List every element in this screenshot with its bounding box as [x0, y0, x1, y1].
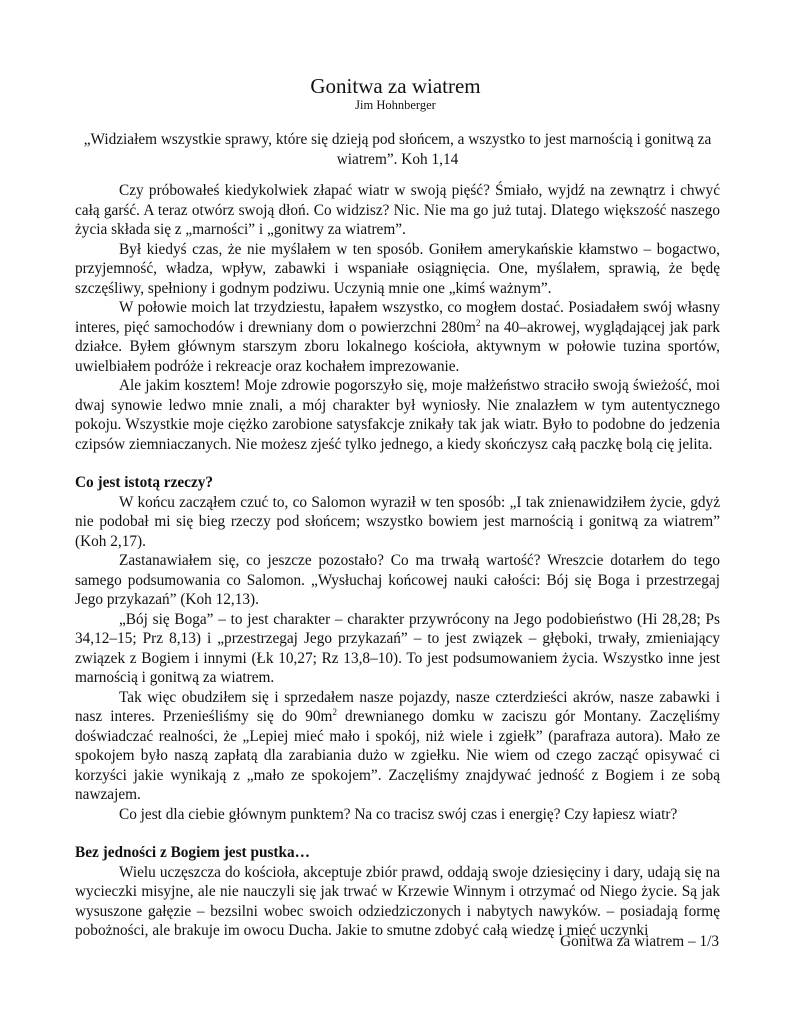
- paragraph: „Bój się Boga” – to jest charakter – charakter przywrócony na Jego podobieństwo (Hi 28,28; Ps 34,12–15; Prz 8,13) i „przestrzegaj Jego przykazań” – to jest związek – głęboki, trwały, zmieniający związek z Bogiem i innymi (Łk 10,27; Rz 13,8–10). To jest podsumowaniem życia. Wszystko inne jest marnością i gonitwą za wiatrem.: [75, 610, 720, 686]
- paragraph-text: Tak więc obudziłem się i sprzedałem nasze pojazdy, nasze czterdzieści akrów, nasze zabawki i nasz interes. Przenieśliśmy się do 90m: [75, 688, 720, 725]
- paragraph: [75, 688, 720, 805]
- paragraph: Zastanawiałem się, co jeszcze pozostało? Co ma trwałą wartość? Wreszcie dotarłem do tego samego podsumowania co Salomon. „Wysłuchaj końcowej nauki całości: Bój się Boga i przestrzegaj Jego przykazań” (Koh 12,13).: [75, 552, 720, 608]
- paragraph-text: drewnianego domku w zaciszu gór Montany. Zaczęliśmy doświadczać realności, że „Lepiej mieć mało i spokój, niż wiele i zgiełk” (parafraza autora). Mało ze spokojem było naszą zapłatą dla zarabiania dużo w zgiełku. Nie wiem od czego zacząć opisywać ci korzyści jakie wynikają z „mało ze spokojem”. Zaczęliśmy znajdywać jedność z Bogiem i ze sobą nawzajem.: [75, 708, 720, 803]
- paragraph: Ale jakim kosztem! Moje zdrowie pogorszyło się, moje małżeństwo straciło swoją świeżość, moi dwaj synowie ledwo mnie znali, a mój charakter był wyniosły. Nie znalazłem w tym autentycznego pokoju. Wszystkie moje ciężko zarobione satysfakcje znikały tak jak wiatr. Było to podobne do jedzenia czipsów ziemniaczanych. Nie możesz zjeść tylko jednego, a kiedy skończysz całą paczkę bolą cię jelita.: [75, 377, 720, 453]
- section-heading: Co jest istotą rzeczy?: [75, 474, 214, 491]
- paragraph-text: W połowie moich lat trzydziestu, łapałem wszystko, co mogłem dostać. Posiadałem swój własny interes, pięć samochodów i drewniany dom o powierzchni 280m: [75, 299, 720, 336]
- paragraph: Wielu uczęszcza do kościoła, akceptuje zbiór prawd, oddają swoje dziesięciny i dary, udają się na wycieczki misyjne, ale nie nauczyli się jak trwać w Krzewie Winnym i otrzymać od Niego życie. Są jak wysuszone gałęzie – bezsilni wobec swoich odziedziczonych i nabytych nawyków. – posiadają formę pobożności, ale brakuje im owocu Ducha. Jakie to smutne zdobyć całą wiedzę i mieć uczynki: [75, 863, 720, 939]
- superscript: 2: [332, 707, 337, 717]
- paragraph: Czy próbowałeś kiedykolwiek złapać wiatr w swoją pięść? Śmiało, wyjdź na zewnątrz i chwyć całą garść. A teraz otwórz swoją dłoń. Co widzisz? Nic. Nie ma go już tutaj. Dlatego większość naszego życia składa się z „marności” i „gonitwy za wiatrem”.: [75, 182, 720, 238]
- page-footer: Gonitwa za wiatrem – 1/3: [560, 933, 719, 950]
- document-author: Jim Hohnberger: [355, 98, 436, 112]
- paragraph: [75, 298, 720, 376]
- document-body: [75, 181, 720, 941]
- section-heading: Bez jedności z Bogiem jest pustka…: [75, 844, 310, 861]
- superscript: 2: [475, 317, 481, 328]
- paragraph: Co jest dla ciebie głównym punktem? Na co tracisz swój czas i energię? Czy łapiesz wiatr?: [119, 805, 678, 823]
- epigraph: „Widziałem wszystkie sprawy, które się dzieją pod słońcem, a wszystko to jest marnością i gonitwą za wiatrem”. Koh 1,14: [83, 131, 712, 168]
- document-title: Gonitwa za wiatrem: [310, 74, 481, 98]
- paragraph: W końcu zacząłem czuć to, co Salomon wyraził w ten sposób: „I tak znienawidziłem życie, gdyż nie podobał mi się bieg rzeczy pod słońcem; wszystko bowiem jest marnością i gonitwą za wiatrem” (Koh 2,17).: [75, 493, 720, 550]
- paragraph: Był kiedyś czas, że nie myślałem w ten sposób. Goniłem amerykańskie kłamstwo – bogactwo, przyjemność, władza, wpływ, zabawki i wspaniałe osiągnięcia. One, myślałem, sprawią, że będę szczęśliwy, spełniony i godnym podziwu. Uczynią mnie one „kimś ważnym”.: [75, 240, 720, 297]
- paragraph-text: na 40–akrowej, wyglądającej jak park działce. Byłem głównym starszym zboru lokalnego kościoła, aktywnym w połowie tuzina sportów, uwielbiałem podróże i rekreacje oraz kochałem imprezowanie.: [75, 318, 720, 375]
